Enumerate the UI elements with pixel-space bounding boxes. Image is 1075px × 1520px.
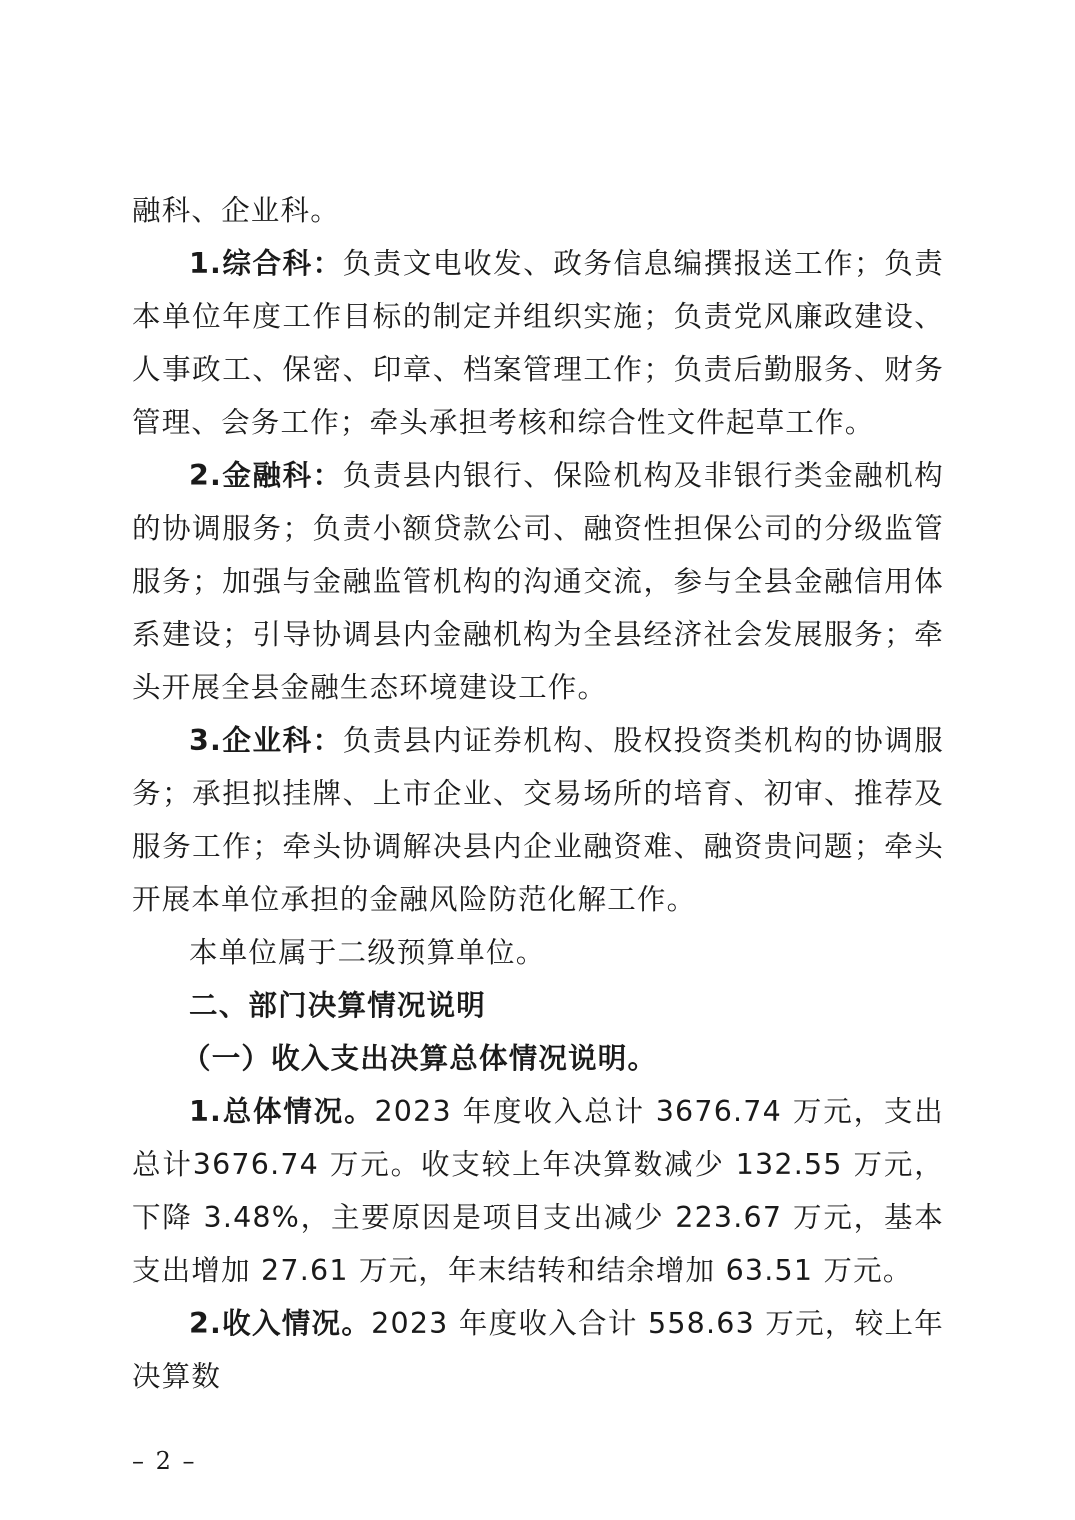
section-text: 2023 年度收入合计 558.63 万元，较上年决算数 <box>132 1307 945 1393</box>
paragraph-income-situation <box>132 1297 944 1403</box>
paragraph-comprehensive-section <box>132 237 944 449</box>
page-number: – 2 – <box>132 1447 197 1475</box>
paragraph-enterprise-section <box>132 714 944 926</box>
body-text <box>132 184 944 1403</box>
section-text: 2023 年度收入总计 3676.74 万元，支出总计3676.74 万元。收支较上年决算数减少 132.55 万元，下降 3.48%，主要原因是项目支出减少 223.67 万元，基本支出增加 27.61 万元，年末结转和结余增加 63.51 万元。 <box>132 1095 944 1287</box>
paragraph-continuation: 融科、企业科。 <box>132 194 340 227</box>
section-label: 2.金融科： <box>189 459 343 492</box>
paragraph-budget-level: 本单位属于二级预算单位。 <box>189 936 546 969</box>
paragraph-finance-section <box>132 449 944 714</box>
section-label: 1.综合科： <box>189 247 343 280</box>
paragraph-overall-situation <box>132 1085 944 1297</box>
section-text: 负责县内证券机构、股权投资类机构的协调服务；承担拟挂牌、上市企业、交易场所的培育、初审、推荐及服务工作；牵头协调解决县内企业融资难、融资贵问题；牵头开展本单位承担的金融风险防范化解工作。 <box>132 724 944 916</box>
section-label: 3.企业科： <box>189 724 343 757</box>
section-text: 负责县内银行、保险机构及非银行类金融机构的协调服务；负责小额贷款公司、融资性担保公司的分级监管服务；加强与金融监管机构的沟通交流，参与全县金融信用体系建设；引导协调县内金融机构为全县经济社会发展服务；牵头开展全县金融生态环境建设工作。 <box>132 459 944 704</box>
subsection-heading: （一）收入支出决算总体情况说明。 <box>182 1042 658 1075</box>
section-label: 2.收入情况。 <box>189 1307 372 1340</box>
section-heading: 二、部门决算情况说明 <box>189 989 487 1022</box>
section-label: 1.总体情况。 <box>189 1095 375 1128</box>
section-text: 负责文电收发、政务信息编撰报送工作；负责本单位年度工作目标的制定并组织实施；负责党风廉政建设、人事政工、保密、印章、档案管理工作；负责后勤服务、财务管理、会务工作；牵头承担考核和综合性文件起草工作。 <box>132 247 944 439</box>
